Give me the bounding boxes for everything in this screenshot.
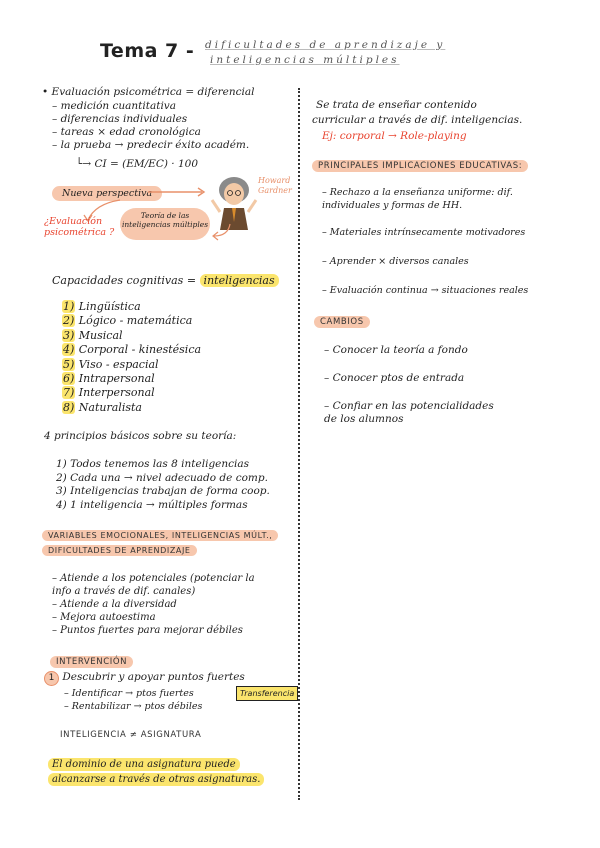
variables-list — [52, 572, 255, 637]
ci-formula: └→ CI = (EM/EC) · 100 — [76, 158, 199, 170]
intervencion-step: 1 Descubrir y apoyar puntos fuertes — [44, 671, 245, 686]
eval-item: – tareas × edad cronológica — [52, 126, 201, 138]
arrow-down-left-icon — [210, 222, 236, 242]
principio-item: 1) Todos tenemos las 8 inteligencias — [56, 458, 250, 470]
principios-heading: 4 principios básicos sobre su teoría: — [44, 430, 237, 442]
dominio-line-1: El dominio de una asignatura puede — [48, 758, 240, 771]
cambio-item: – Conocer la teoría a fondo — [324, 344, 468, 356]
variables-item: – Puntos fuertes para mejorar débiles — [52, 625, 243, 636]
teoria-bubble — [120, 208, 210, 240]
variables-item: – Atiende a la diversidad — [52, 599, 177, 610]
implicacion-item: – Evaluación continua → situaciones reales — [322, 285, 529, 296]
capacidades-highlight: inteligencias — [200, 274, 279, 287]
implicaciones-list — [322, 186, 528, 297]
variables-item: info a través de dif. canales) — [52, 586, 196, 597]
example-line: Ej: corporal → Role-playing — [322, 130, 467, 142]
intelligence-item: 2) Lógico - matemática — [63, 314, 193, 328]
howard-gardner-label: Howard Gardner — [258, 176, 292, 195]
principio-item: 3) Inteligencias trabajan de forma coop. — [56, 485, 270, 497]
intro-line-2: curricular a través de dif. inteligencias. — [312, 114, 523, 126]
variables-item: – Mejora autoestima — [52, 612, 156, 623]
intro-line-1: Se trata de enseñar contenido — [316, 99, 477, 111]
transferencia-box: Transferencia — [236, 686, 298, 701]
principio-item: 2) Cada una → nivel adecuado de comp. — [56, 471, 268, 484]
intelligence-item: 3) Musical — [63, 328, 123, 342]
intelligence-item: 4) Corporal - kinestésica — [63, 343, 202, 357]
eval-list — [52, 100, 249, 152]
step-number-badge: 1 — [44, 671, 59, 686]
column-divider — [298, 88, 300, 800]
intelligence-item: 7) Interpersonal — [63, 386, 155, 400]
cambio-item: de los alumnos — [324, 413, 404, 425]
implicacion-item: – Aprender × diversos canales — [322, 256, 469, 267]
inteligencia-asignatura: INTELIGENCIA ≠ ASIGNATURA — [60, 730, 202, 740]
subtitle-line1: dificultades de aprendizaje y — [205, 39, 446, 51]
subtitle-line2: inteligencias múltiples — [210, 54, 400, 66]
implicacion-item: individuales y formas de HH. — [322, 200, 463, 211]
step-item: – Identificar → ptos fuertes — [64, 688, 194, 699]
page-title: Tema 7 - — [100, 40, 195, 62]
intelligence-item: 8) Naturalista — [63, 400, 142, 414]
eval-item: – la prueba → predecir éxito académ. — [52, 139, 250, 151]
variables-item: – Atiende a los potenciales (potenciar la — [52, 573, 255, 584]
implicaciones-heading: PRINCIPALES IMPLICACIONES EDUCATIVAS: — [312, 160, 528, 172]
eval-heading: • Evaluación psicométrica = diferencial — [42, 86, 255, 98]
implicacion-item: – Materiales intrínsecamente motivadores — [322, 227, 526, 238]
variables-heading-2: DIFICULTADES DE APRENDIZAJE — [42, 545, 197, 556]
eval-question: ¿Evaluación psicométrica ? — [44, 216, 115, 238]
principio-item: 4) 1 inteligencia → múltiples formas — [56, 498, 248, 511]
step-items — [64, 687, 202, 713]
eval-item: – medición cuantitativa — [52, 100, 176, 112]
cambios-heading: CAMBIOS — [314, 316, 370, 328]
cambios-list — [324, 344, 494, 426]
teoria-label: Teoría de las inteligencias múltiples — [121, 211, 209, 229]
eval-item: – diferencias individuales — [52, 113, 188, 125]
intelligence-item: 6) Intrapersonal — [63, 372, 155, 386]
intelligences-list — [62, 300, 201, 415]
intelligence-item: 5) Viso - espacial — [63, 357, 159, 371]
capacidades-line: Capacidades cognitivas = inteligencias — [52, 274, 279, 287]
cambio-item: – Confiar en las potencialidades — [324, 400, 494, 412]
nueva-perspectiva: Nueva perspectiva — [52, 186, 162, 201]
dominio-line-2: alcanzarse a través de otras asignaturas. — [48, 773, 264, 786]
principios-list — [56, 458, 270, 512]
intelligence-item: 1) Lingüística — [63, 300, 141, 313]
implicacion-item: – Rechazo a la enseñanza uniforme: dif. — [322, 187, 513, 198]
intervencion-heading: INTERVENCIÓN — [50, 656, 133, 668]
cambio-item: – Conocer ptos de entrada — [324, 372, 465, 384]
step-item: – Rentabilizar → ptos débiles — [64, 701, 203, 712]
variables-heading-1: VARIABLES EMOCIONALES, INTELIGENCIAS MÚLT., — [42, 530, 278, 541]
